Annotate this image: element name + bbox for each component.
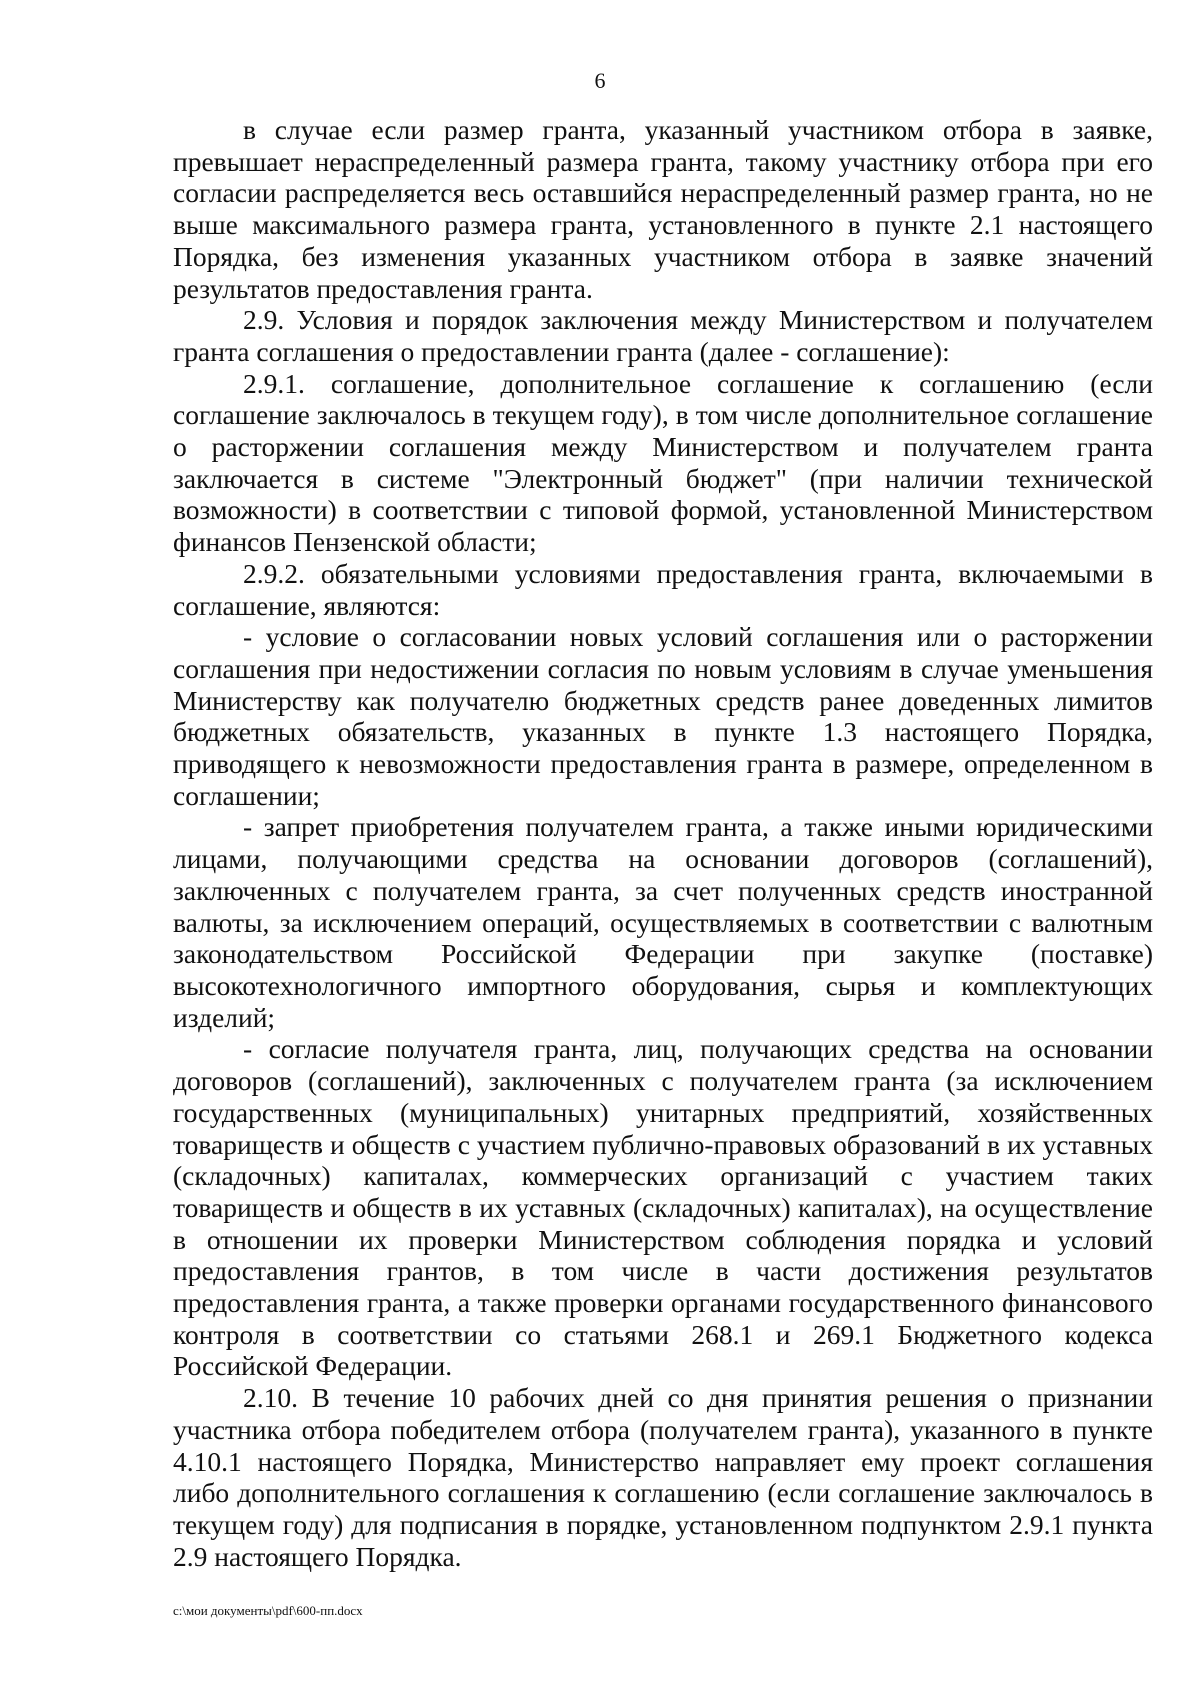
document-body xyxy=(173,114,1153,1572)
list-item-consent-inspection: - согласие получателя гранта, лиц, получающих средства на основании договоров (соглашений), заключенных с получателем гранта (за исключением государственных (муниципальных) унитарных предприятий, хозяйственных товариществ и обществ с участием публично-правовых образований в их уставных (складочных) капиталах, коммерческих организаций с участием таких товариществ и обществ в их уставных (складочных) капиталах), на осуществление в отношении их проверки Министерством соблюдения порядка и условий предоставления грантов, в том числе в части достижения результатов предоставления гранта, а также проверки органами государственного финансового контроля в соответствии со статьями 268.1 и 269.1 Бюджетного кодекса Российской Федерации. xyxy=(173,1033,1153,1382)
page-number: 6 xyxy=(594,68,606,93)
paragraph-2-9-1: 2.9.1. соглашение, дополнительное соглашение к соглашению (если соглашение заключалось в текущем году), в том числе дополнительное соглашение о расторжении соглашения между Министерством и получателем гранта заключается в системе "Электронный бюджет" (при наличии технической возможности) в соответствии с типовой формой, установленной Министерством финансов Пензенской области; xyxy=(173,367,1153,558)
list-item-currency-prohibition: - запрет приобретения получателем гранта, а также иными юридическими лицами, получающими средства на основании договоров (соглашений), заключенных с получателем гранта, за счет полученных средств иностранной валюты, за исключением операций, осуществляемых в соответствии с валютным законодательством Российской Федерации при закупке (поставке) высокотехнологичного импортного оборудования, сырья и комплектующих изделий; xyxy=(173,811,1153,1033)
list-item-condition-agreement: - условие о согласовании новых условий соглашения или о расторжении соглашения при недостижении согласия по новым условиям в случае уменьшения Министерству как получателю бюджетных средств ранее доведенных лимитов бюджетных обязательств, указанных в пункте 1.3 настоящего Порядка, приводящего к невозможности предоставления гранта в размере, определенном в соглашении; xyxy=(173,621,1153,811)
paragraph-2-10: 2.10. В течение 10 рабочих дней со дня принятия решения о признании участника отбора победителем отбора (получателем гранта), указанного в пункте 4.10.1 настоящего Порядка, Министерство направляет ему проект соглашения либо дополнительного соглашения к соглашению (если соглашение заключалось в текущем году) для подписания в порядке, установленном подпунктом 2.9.1 пункта 2.9 настоящего Порядка. xyxy=(173,1382,1153,1572)
paragraph-2-9: 2.9. Условия и порядок заключения между Министерством и получателем гранта соглашения о предоставлении гранта (далее - соглашение): xyxy=(173,304,1153,367)
paragraph-2-9-2: 2.9.2. обязательными условиями предоставления гранта, включаемыми в соглашение, являются: xyxy=(173,557,1153,621)
footer-file-path: c:\мои документы\pdf\600-пп.docx xyxy=(173,1603,363,1618)
paragraph-grant-distribution: в случае если размер гранта, указанный участником отбора в заявке, превышает нераспределенный размера гранта, такому участнику отбора при его согласии распределяется весь оставшийся нераспределенный размер гранта, но не выше максимального размера гранта, установленного в пункте 2.1 настоящего Порядка, без изменения указанных участником отбора в заявке значений результатов предоставления гранта. xyxy=(173,114,1153,304)
